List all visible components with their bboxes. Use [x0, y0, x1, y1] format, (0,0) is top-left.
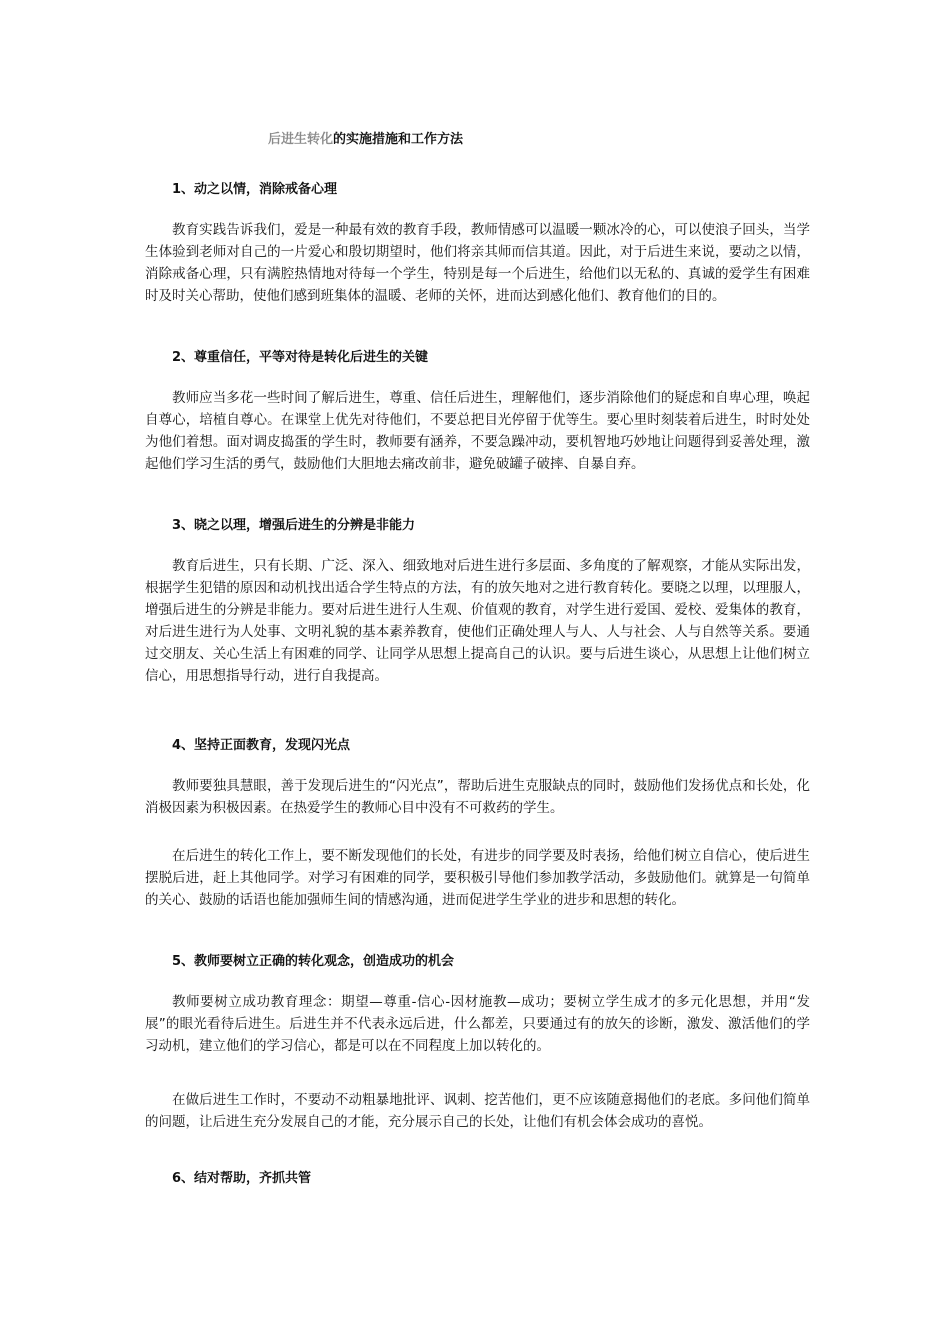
section-4-paragraph-1: 教师要独具慧眼，善于发现后进生的“闪光点”，帮助后进生克服缺点的同时，鼓励他们发扬优点和长处，化消极因素为积极因素。在热爱学生的教师心目中没有不可救药的学生。: [145, 778, 810, 816]
title-part-3: 的实施措施和工作方法: [333, 132, 464, 147]
section-heading-4: 4、坚持正面教育，发现闪光点: [172, 738, 351, 753]
section-heading-6: 6、结对帮助，齐抓共管: [172, 1171, 312, 1186]
document-title: [268, 128, 463, 147]
title-part-2: 转化: [307, 132, 334, 147]
section-4-paragraph-2: 在后进生的转化工作上，要不断发现他们的长处，有进步的同学要及时表扬，给他们树立自信心，使后进生摆脱后进，赶上其他同学。对学习有困难的同学，要积极引导他们参加教学活动，多鼓励他们。就算是一句简单的关心、鼓励的话语也能加强师生间的情感沟通，进而促进学生学业的进步和思想的转化。: [145, 848, 810, 908]
section-2-paragraph-1: 教师应当多花一些时间了解后进生，尊重、信任后进生，理解他们，逐步消除他们的疑虑和自卑心理，唤起自尊心，培植自尊心。在课堂上优先对待他们，不要总把目光停留于优等生。要心里时刻装着后进生，时时处处为他们着想。面对调皮捣蛋的学生时，教师要有涵养，不要急躁冲动，要机智地巧妙地让问题得到妥善处理，激起他们学习生活的勇气，鼓励他们大胆地去痛改前非，避免破罐子破摔、自暴自弃。: [145, 390, 810, 472]
section-heading-2: 2、尊重信任，平等对待是转化后进生的关键: [172, 350, 429, 365]
section-heading-3: 3、晓之以理，增强后进生的分辨是非能力: [172, 518, 416, 533]
section-5-paragraph-2: 在做后进生工作时，不要动不动粗暴地批评、讽刺、挖苦他们，更不应该随意揭他们的老底。多问他们简单的问题，让后进生充分发展自己的才能，充分展示自己的长处，让他们有机会体会成功的喜悦。: [145, 1092, 810, 1130]
section-5-paragraph-1: 教师要树立成功教育理念：期望—尊重-信心-因材施教—成功；要树立学生成才的多元化思想，并用“发展”的眼光看待后进生。后进生并不代表永远后进，什么都差，只要通过有的放矢的诊断，激发、激活他们的学习动机，建立他们的学习信心，都是可以在不同程度上加以转化的。: [145, 994, 810, 1054]
title-part-1: 后进生: [268, 132, 308, 147]
section-3-paragraph-1: 教育后进生，只有长期、广泛、深入、细致地对后进生进行多层面、多角度的了解观察，才能从实际出发，根据学生犯错的原因和动机找出适合学生特点的方法，有的放矢地对之进行教育转化。要晓之以理，以理服人，增强后进生的分辨是非能力。要对后进生进行人生观、价值观的教育，对学生进行爱国、爱校、爱集体的教育，对后进生进行为人处事、文明礼貌的基本素养教育，使他们正确处理人与人、人与社会、人与自然等关系。要通过交朋友、关心生活上有困难的同学、让同学从思想上提高自己的认识。要与后进生谈心，从思想上让他们树立信心，用思想指导行动，进行自我提高。: [145, 558, 810, 684]
section-1-paragraph-1: 教育实践告诉我们，爱是一种最有效的教育手段，教师情感可以温暖一颗冰冷的心，可以使浪子回头，当学生体验到老师对自己的一片爱心和殷切期望时，他们将亲其师而信其道。因此，对于后进生来说，要动之以情，消除戒备心理，只有满腔热情地对待每一个学生，特别是每一个后进生，给他们以无私的、真诚的爱学生有困难时及时关心帮助，使他们感到班集体的温暖、老师的关怀，进而达到感化他们、教育他们的目的。: [145, 222, 810, 304]
section-heading-1: 1、动之以情，消除戒备心理: [172, 182, 338, 197]
section-heading-5: 5、教师要树立正确的转化观念，创造成功的机会: [172, 954, 455, 969]
